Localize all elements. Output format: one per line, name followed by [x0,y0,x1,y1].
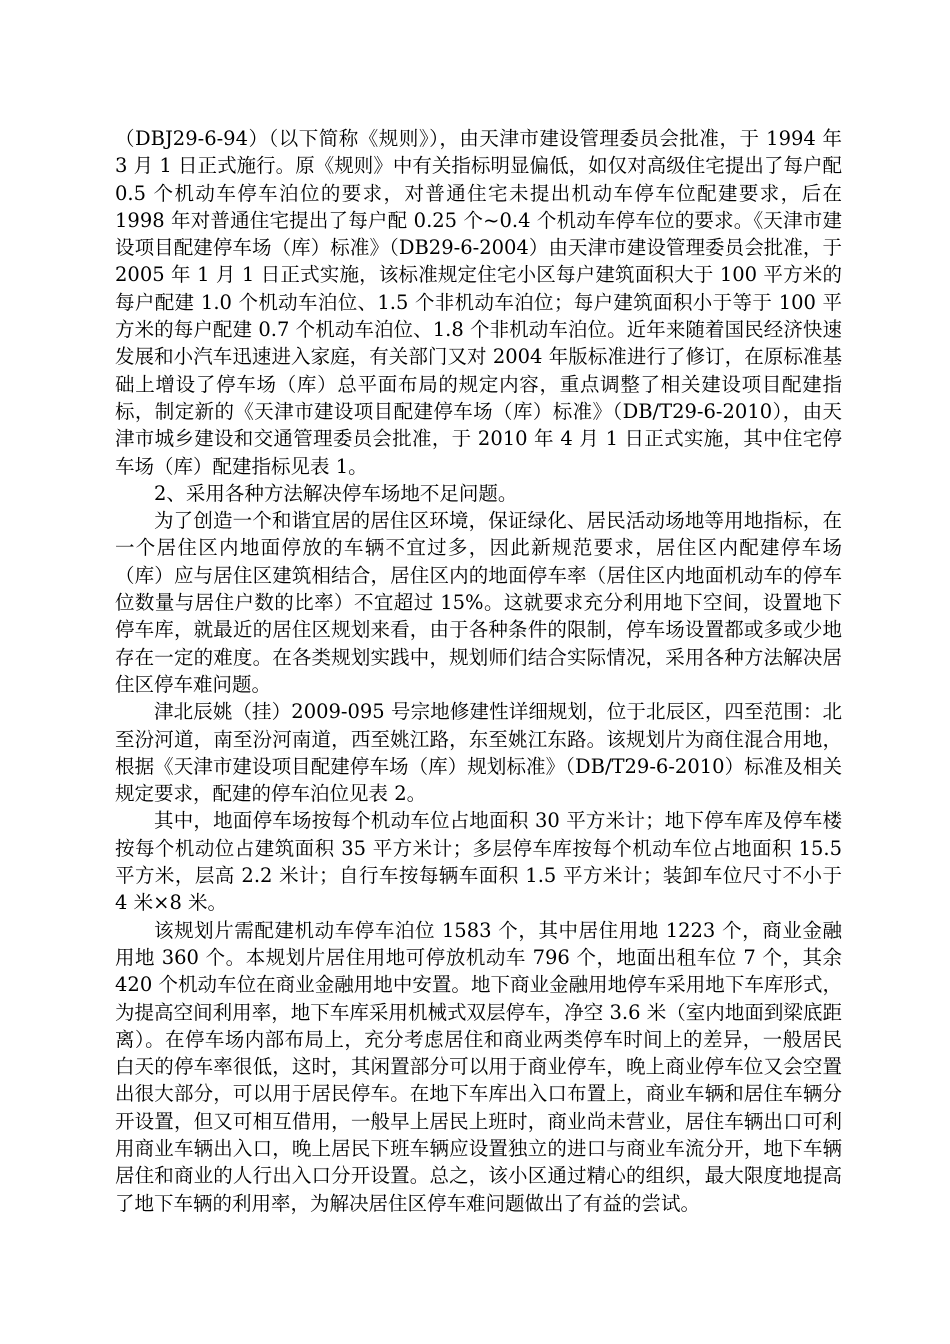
paragraph-beichen-plan: 津北辰姚（挂）2009-095 号宗地修建性详细规划，位于北辰区，四至范围：北至汾河道，南至汾河南道，西至姚江路，东至姚江东路。该规划片为商住混合用地，根据《天津市建设项目配建停车场（库）规划标准》（DB/T29-6-2010）标准及相关规定要求，配建的停车泊位见表 2。 [115,700,842,806]
document-page [115,125,842,1217]
paragraph-ground-parking-rate: 为了创造一个和谐宜居的居住区环境，保证绿化、居民活动场地等用地指标，在一个居住区内地面停放的车辆不宜过多，因此新规范要求，居住区内配建停车场（库）应与居住区建筑相结合，居住区内的地面停车率（居住区内地面机动车的停车位数量与居住户数的比率）不宜超过 15%。这就要求充分利用地下空间，设置地下停车库，就最近的居住区规划来看，由于各种条件的限制，停车场设置都或多或少地存在一定的难度。在各类规划实践中，规划师们结合实际情况，采用各种方法解决居住区停车难问题。 [115,509,842,696]
paragraph-standards-history: （DBJ29-6-94）（以下简称《规则》），由天津市建设管理委员会批准，于 1994 年 3 月 1 日正式施行。原《规则》中有关指标明显偏低，如仅对高级住宅提出了每户配 0.5 个机动车停车泊位的要求，对普通住宅未提出机动车停车位配建要求，后在 1998 年对普通住宅提出了每户配 0.25 个~0.4 个机动车停车位的要求。《天津市建设项目配建停车场（库）标准》（DB29-6-2004）由天津市建设管理委员会批准，于 2005 年 1 月 1 日正式实施，该标准规定住宅小区每户建筑面积大于 100 平方米的每户配建 1.0 个机动车泊位、1.5 个非机动车泊位；每户建筑面积小于等于 100 平方米的每户配建 0.7 个机动车泊位、1.8 个非机动车泊位。近年来随着国民经济快速发展和小汽车迅速进入家庭，有关部门又对 2004 年版标准进行了修订，在原标准基础上增设了停车场（库）总平面布局的规定内容，重点调整了相关建设项目配建指标，制定新的《天津市建设项目配建停车场（库）标准》（DB/T29-6-2010），由天津市城乡建设和交通管理委员会批准，于 2010 年 4 月 1 日正式实施，其中住宅停车场（库）配建指标见表 1。 [115,127,842,478]
paragraph-parking-layout: 该规划片需配建机动车停车泊位 1583 个，其中居住用地 1223 个，商业金融用地 360 个。本规划片居住用地可停放机动车 796 个，地面出租车位 7 个，其余 420 个机动车位在商业金融用地中安置。地下商业金融用地停车采用地下车库形式，为提高空间利用率，地下车库采用机械式双层停车，净空 3.6 米（室内地面到梁底距离）。在停车场内部布局上，充分考虑居住和商业两类停车时间上的差异，一般居民白天的停车率很低，这时，其闲置部分可以用于商业停车，晚上商业停车位又会空置出很大部分，可以用于居民停车。在地下车库出入口布置上，商业车辆和居住车辆分开设置，但又可相互借用，一般早上居民上班时，商业尚未营业，居住车辆出口可利用商业车辆出入口，晚上居民下班车辆应设置独立的进口与商业车流分开，地下车辆居住和商业的人行出入口分开设置。总之，该小区通过精心的组织，最大限度地提高了地下车辆的利用率，为解决居住区停车难问题做出了有益的尝试。 [115,918,842,1215]
paragraph-section-heading: 2、采用各种方法解决停车场地不足问题。 [154,481,518,505]
paragraph-area-standards: 其中，地面停车场按每个机动车位占地面积 30 平方米计；地下停车库及停车楼按每个机动位占建筑面积 35 平方米计；多层停车库按每个机动车位占地面积 15.5 平方米，层高 2.2 米计；自行车按每辆车面积 1.5 平方米计；装卸车位尺寸不小于 4 米×8 米。 [115,809,842,915]
